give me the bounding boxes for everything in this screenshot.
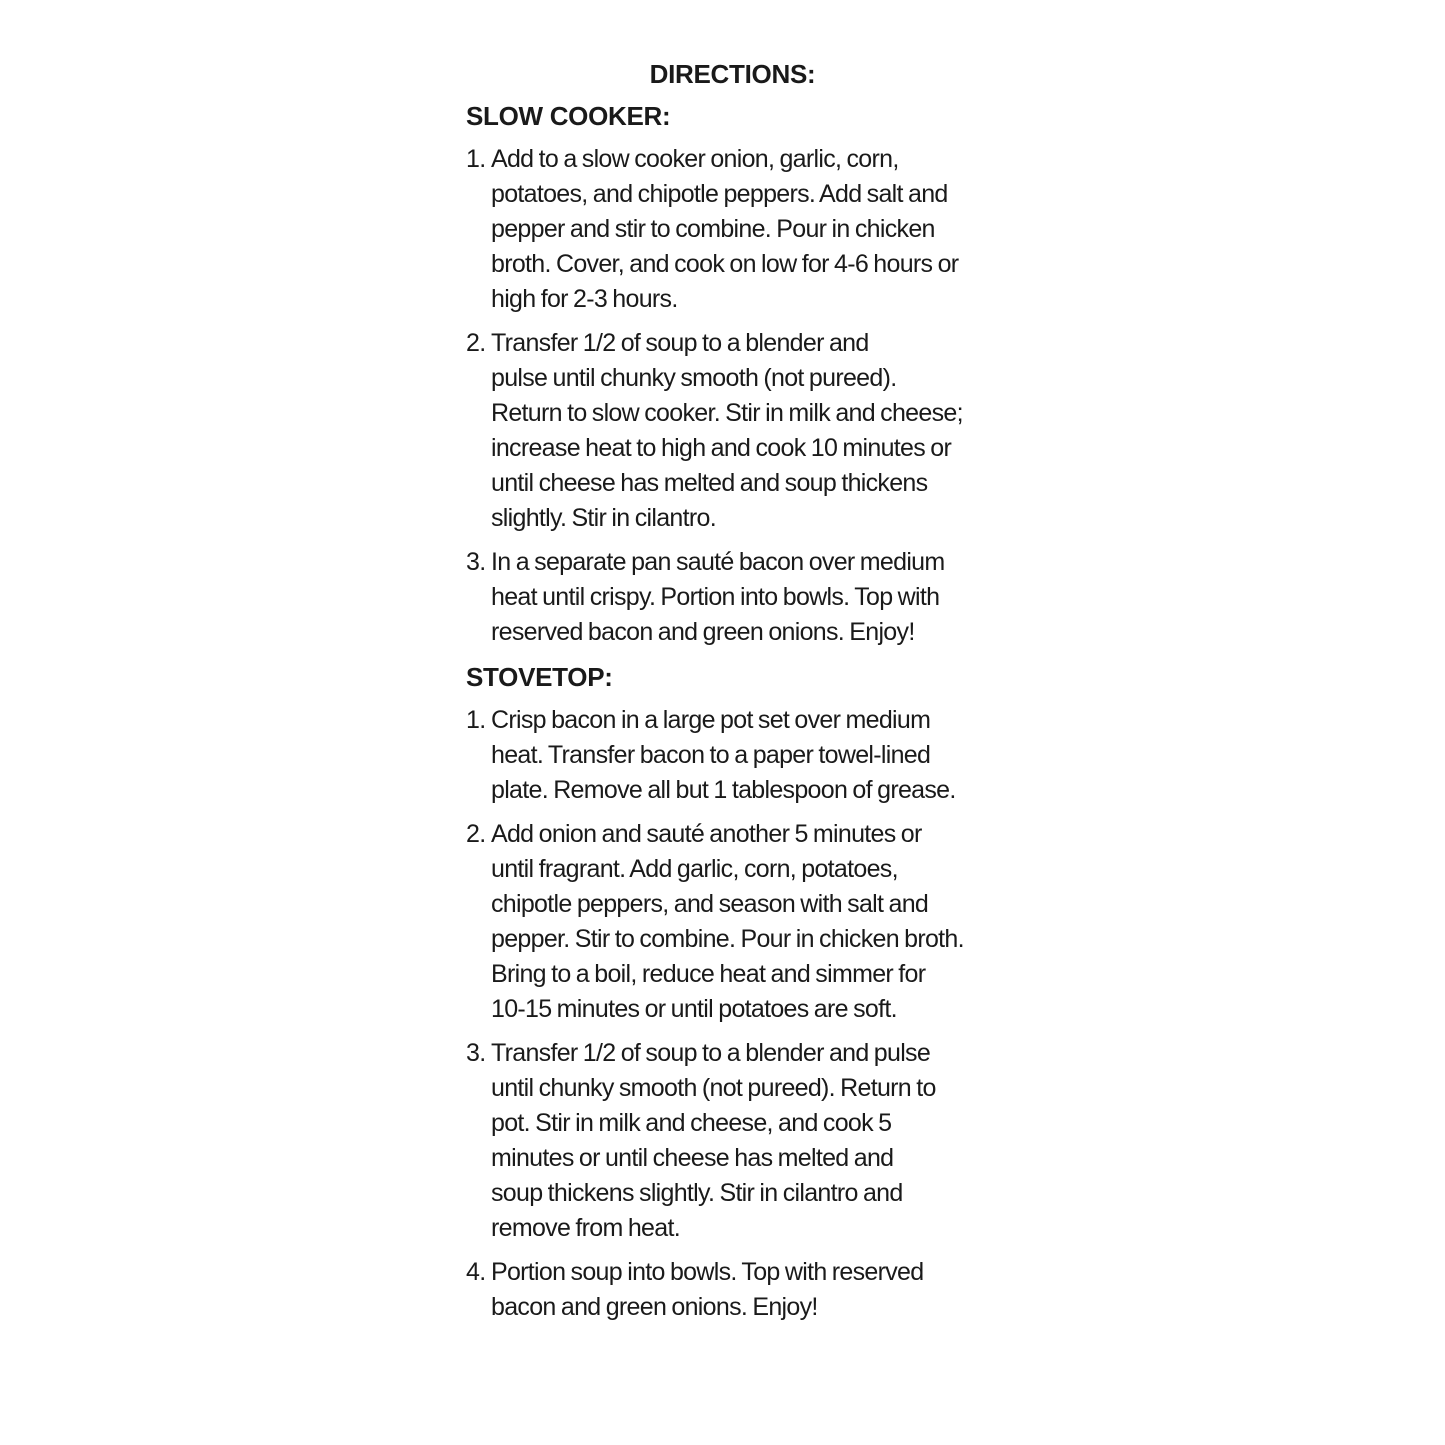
step-line: pepper and stir to combine. Pour in chicken: [491, 215, 935, 243]
step-line: reserved bacon and green onions. Enjoy!: [491, 618, 915, 646]
list-item: [466, 1255, 991, 1325]
step-line: Bring to a boil, reduce heat and simmer for: [491, 960, 926, 988]
step-number: 1.: [466, 706, 486, 734]
step-line: pot. Stir in milk and cheese, and cook 5: [491, 1109, 892, 1137]
step-line: Portion soup into bowls. Top with reserved: [491, 1258, 924, 1286]
step-line: 10-15 minutes or until potatoes are soft.: [491, 995, 897, 1023]
slow-cooker-steps: [466, 142, 991, 650]
step-line: Crisp bacon in a large pot set over medium: [491, 706, 931, 734]
step-text: [491, 703, 991, 808]
step-text: [491, 1036, 991, 1246]
step-number: 3.: [466, 548, 486, 576]
step-line: heat. Transfer bacon to a paper towel-lined: [491, 741, 931, 769]
step-line: Return to slow cooker. Stir in milk and cheese;: [491, 399, 963, 427]
list-item: [466, 142, 991, 317]
step-line: Add onion and sauté another 5 minutes or: [491, 820, 922, 848]
step-line: chipotle peppers, and season with salt and: [491, 890, 929, 918]
step-line: broth. Cover, and cook on low for 4-6 hours or: [491, 250, 959, 278]
step-line: potatoes, and chipotle peppers. Add salt and: [491, 180, 948, 208]
step-line: plate. Remove all but 1 tablespoon of grease.: [491, 776, 956, 804]
step-number: 4.: [466, 1258, 486, 1286]
step-text: [491, 545, 991, 650]
step-line: heat until crispy. Portion into bowls. Top with: [491, 583, 940, 611]
step-number: 1.: [466, 145, 486, 173]
step-line: increase heat to high and cook 10 minutes or: [491, 434, 952, 462]
step-line: pulse until chunky smooth (not pureed).: [491, 364, 897, 392]
step-line: minutes or until cheese has melted and: [491, 1144, 894, 1172]
step-line: until fragrant. Add garlic, corn, potatoes,: [491, 855, 898, 883]
step-number: 2.: [466, 329, 486, 357]
step-text: [491, 142, 991, 317]
step-number: 3.: [466, 1039, 486, 1067]
step-line: soup thickens slightly. Stir in cilantro and: [491, 1179, 903, 1207]
step-text: [491, 817, 991, 1027]
list-item: [466, 1036, 991, 1246]
step-line: Transfer 1/2 of soup to a blender and: [491, 329, 869, 357]
stovetop-steps: [466, 703, 991, 1325]
step-line: pepper. Stir to combine. Pour in chicken broth.: [491, 925, 964, 953]
stovetop-section: [466, 659, 991, 1325]
step-line: until chunky smooth (not pureed). Return to: [491, 1074, 936, 1102]
slow-cooker-section: [466, 98, 991, 650]
step-line: Transfer 1/2 of soup to a blender and pulse: [491, 1039, 931, 1067]
step-line: Add to a slow cooker onion, garlic, corn,: [491, 145, 899, 173]
step-text: [491, 326, 991, 536]
step-line: high for 2-3 hours.: [491, 285, 678, 313]
step-number: 2.: [466, 820, 486, 848]
directions-panel: [466, 56, 991, 1334]
step-line: In a separate pan sauté bacon over medium: [491, 548, 945, 576]
step-line: slightly. Stir in cilantro.: [491, 504, 716, 532]
step-line: until cheese has melted and soup thickens: [491, 469, 928, 497]
list-item: [466, 326, 991, 536]
directions-title: DIRECTIONS:: [649, 59, 816, 89]
list-item: [466, 545, 991, 650]
slow-cooker-heading: SLOW COOKER:: [466, 101, 671, 131]
stovetop-heading: STOVETOP:: [466, 662, 613, 692]
step-text: [491, 1255, 991, 1325]
list-item: [466, 817, 991, 1027]
step-line: bacon and green onions. Enjoy!: [491, 1293, 818, 1321]
step-line: remove from heat.: [491, 1214, 680, 1242]
list-item: [466, 703, 991, 808]
